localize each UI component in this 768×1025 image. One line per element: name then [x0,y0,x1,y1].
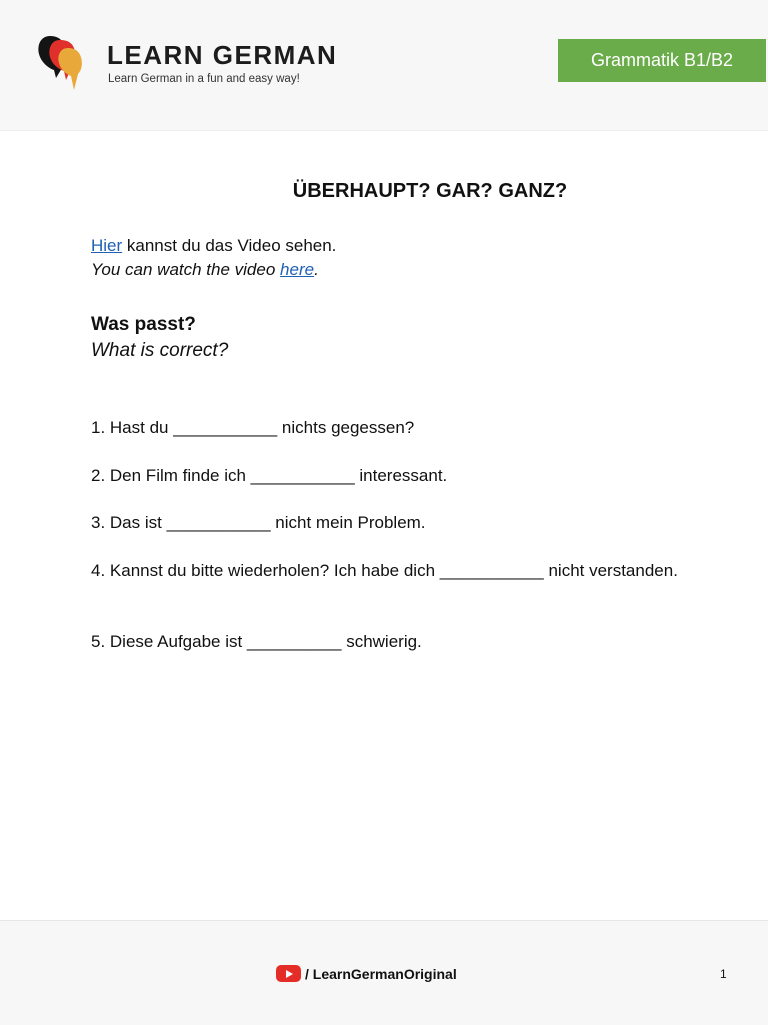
video-link-hier[interactable]: Hier [91,236,123,255]
page-footer [0,920,768,1025]
exercise-item-5: 5. Diese Aufgabe ist __________ schwierig. [91,632,422,651]
video-line-german [91,236,336,256]
channel-name: / LearnGermanOriginal [305,966,457,982]
exercise-item-3: 3. Das ist ___________ nicht mein Problem. [91,513,426,532]
task-heading: Was passt? [91,314,196,335]
video-link-here[interactable]: here [280,260,315,279]
level-badge: Grammatik B1/B2 [558,39,766,82]
page-title: ÜBERHAUPT? GAR? GANZ? [292,180,568,202]
exercise-item-1: 1. Hast du ___________ nichts gegessen? [91,418,415,437]
video-text-english: You can watch the video [91,260,281,279]
video-text-german: kannst du das Video sehen. [122,236,337,255]
youtube-channel[interactable] [276,965,457,982]
brand-tagline: Learn German in a fun and easy way! [108,73,300,85]
task-subheading: What is correct? [91,340,229,361]
page-number: 1 [720,967,727,981]
speech-bubble-flag-logo-icon [36,34,84,92]
video-text-end: . [314,260,319,279]
youtube-icon [276,965,301,982]
exercise-item-2: 2. Den Film finde ich ___________ interessant. [91,466,448,485]
page-header [0,0,768,131]
brand-name: LEARN GERMAN [107,40,338,70]
exercise-item-4: 4. Kannst du bitte wiederholen? Ich habe dich ___________ nicht verstanden. [91,561,678,580]
video-line-english [91,260,319,280]
